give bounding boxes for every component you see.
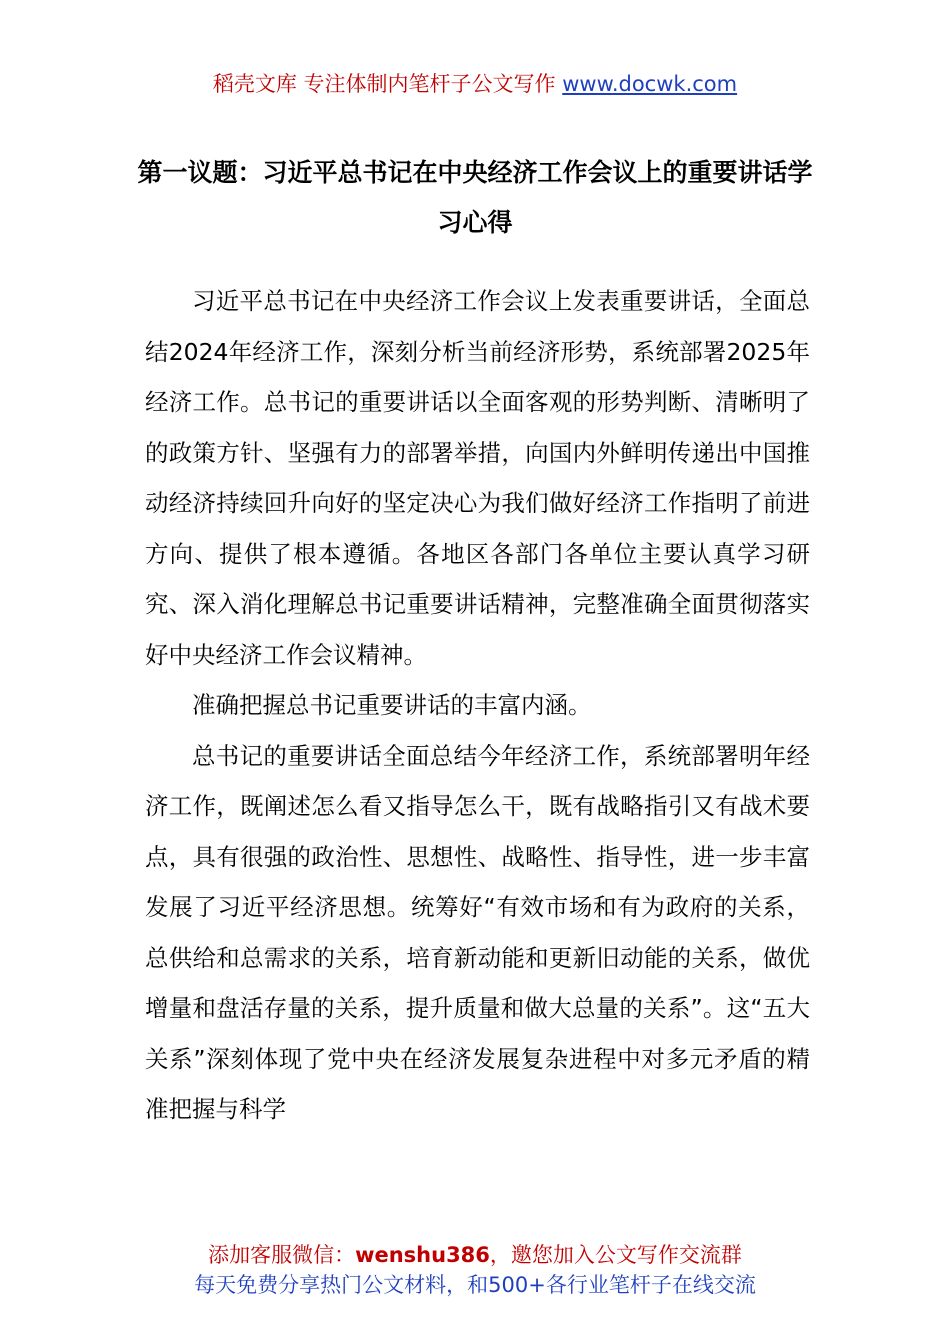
body-paragraph-2: 准确把握总书记重要讲话的丰富内涵。 [192, 691, 592, 719]
page-header [0, 68, 950, 100]
footer-share-line: 每天免费分享热门公文材料，和500+各行业笔杆子在线交流 [194, 1273, 756, 1297]
document-title: 第一议题：习近平总书记在中央经济工作会议上的重要讲话学习心得 [137, 158, 813, 237]
footer-wechat-id: wenshu386 [355, 1243, 490, 1267]
page-footer [0, 1240, 950, 1300]
header-site-link[interactable]: www.docwk.com [562, 72, 738, 96]
header-brand-text: 稻壳文库 专注体制内笔杆子公文写作 [212, 72, 563, 96]
footer-wechat-suffix: ，邀您加入公文写作交流群 [489, 1243, 742, 1267]
document-body [145, 276, 810, 1135]
body-paragraph-1: 习近平总书记在中央经济工作会议上发表重要讲话，全面总结2024年经济工作，深刻分析当前经济形势，系统部署2025年经济工作。总书记的重要讲话以全面客观的形势判断、清晰明了的政策方针、坚强有力的部署举措，向国内外鲜明传递出中国推动经济持续回升向好的坚定决心为我们做好经济工作指明了前进方向、提供了根本遵循。各地区各部门各单位主要认真学习研究、深入消化理解总书记重要讲话精神，完整准确全面贯彻落实好中央经济工作会议精神。 [145, 287, 810, 669]
body-paragraph-3: 总书记的重要讲话全面总结今年经济工作，系统部署明年经济工作，既阐述怎么看又指导怎么干，既有战略指引又有战术要点，具有很强的政治性、思想性、战略性、指导性，进一步丰富发展了习近平经济思想。统筹好“有效市场和有为政府的关系，总供给和总需求的关系，培育新动能和更新旧动能的关系，做优增量和盘活存量的关系，提升质量和做大总量的关系”。这“五大关系”深刻体现了党中央在经济发展复杂进程中对多元矛盾的精准把握与科学 [145, 741, 810, 1123]
footer-wechat-line [0, 1240, 950, 1270]
footer-wechat-prefix: 添加客服微信： [208, 1243, 356, 1267]
